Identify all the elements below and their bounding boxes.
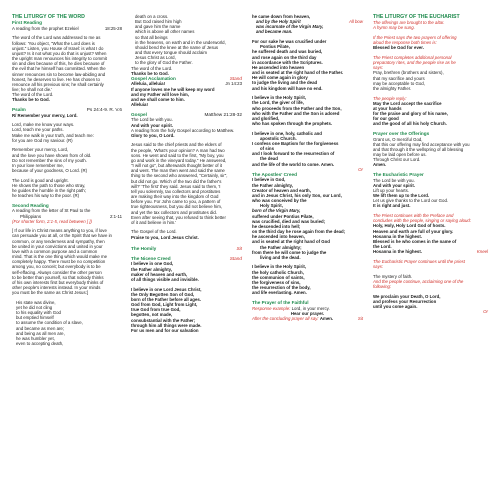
creed-line: to judge the living and the dead — [252, 80, 318, 86]
creed-line: Creator of heaven and earth, — [252, 187, 311, 193]
rubric-acclaiming — [373, 279, 488, 289]
psalm-stanza — [12, 122, 122, 143]
thanks-be: Thanks be to God. — [12, 97, 50, 103]
creed-line: of sins — [260, 146, 274, 152]
creed-line: through him all things were made. — [131, 322, 202, 328]
psalm-stanza — [12, 147, 122, 173]
creed-line: was crucified, died and was buried; — [252, 218, 326, 224]
gospel-line: Jesus said to the chief priests and the elders of — [131, 142, 222, 148]
rubric-preface — [373, 213, 488, 223]
hymn-line: in the heavens, on earth and in the underworld, — [135, 39, 226, 45]
sanctus-line: Holy, Holy, Holy Lord God of hosts. — [373, 223, 446, 229]
creed-line: the Father almighty; — [260, 244, 302, 250]
alleluia-line: Alleluia, alleluia! Jn 14:23 — [131, 81, 242, 87]
hymn-line: and gave him the name — [135, 24, 181, 30]
reading-line: among you, no conceit; but everybody is to be — [12, 264, 101, 270]
creed-line: I believe in the Holy Spirit, — [252, 264, 307, 270]
creed-line: the dead — [260, 156, 278, 162]
first-reading-source: A reading from the prophet Ezekiel 18:25-28 — [12, 25, 122, 31]
second-reading-source-2: Philippians 2:1-11 — [20, 213, 122, 219]
creed-line: I believe in the Holy Spirit, — [252, 95, 307, 101]
praise: Praise to you, Lord Jesus Christ. — [131, 234, 199, 240]
creed-line: true God from true God, — [131, 307, 181, 313]
hymn-line: to his equality with God — [16, 310, 61, 316]
creed-line: He ascended into heaven — [252, 64, 305, 70]
acclamation-line: Alleluia! — [131, 102, 148, 108]
psalm-stanza — [12, 178, 122, 199]
eucharistic-prayer-heading: The Eucharistic Prayer — [373, 172, 424, 178]
reading-line: the upright man renounces his integrity to commit — [12, 56, 107, 62]
hymn-line: he was humbler yet, — [16, 335, 55, 341]
lift-up: Lift up your hearts. — [373, 187, 409, 193]
creed-part-4 — [252, 95, 363, 126]
psalm-line: because of your goodness, O Lord. (R) — [12, 167, 88, 173]
creed-line: the forgiveness of sins, — [252, 279, 301, 285]
apostles-creed-heading: The Apostles' Creed — [252, 171, 297, 177]
rubric-line: A hymn may be sung. — [373, 25, 415, 31]
sanctus — [373, 223, 488, 249]
rubric-line: The Eucharistic Prayer continues until the priest — [373, 258, 465, 264]
psalm-line: Lord, teach me your paths. — [12, 127, 64, 133]
creed-part-5 — [252, 131, 363, 167]
and-with: And with your spirit. — [131, 122, 173, 128]
creed-line: the Father almighty, — [131, 266, 172, 272]
or-rubric: Or — [358, 166, 363, 172]
reading-line: sin and dies because of this, he dies because of — [12, 61, 105, 67]
prayer-line: Through Christ our Lord. — [373, 157, 421, 163]
second-reading-source: A reading from the letter of St Paul to the — [12, 208, 91, 214]
homily-heading: The Homily Sit — [131, 245, 242, 251]
prayer-line: at your hands — [373, 105, 402, 111]
prayer-line: May the Lord accept the sacrifice — [373, 100, 442, 106]
psalm-line: He shows the path to those who stray, — [12, 182, 86, 188]
stand-rubric: Stand — [229, 75, 242, 81]
let-us-give-thanks: Let us give thanks to the Lord our God. — [373, 198, 449, 204]
reading-line: [ If our life in Christ means anything to you, if love — [12, 228, 107, 234]
psalm-line: Lord, make me know your ways. — [12, 122, 75, 128]
apostles-creed-text — [252, 177, 363, 260]
gospel-text — [131, 142, 242, 225]
reading-line: other people's interests instead. In your minds — [12, 285, 101, 291]
creed-line: who proceeds from the Father and the Son, — [252, 105, 342, 111]
creed-line: and I look forward to the resurrection of — [252, 151, 335, 157]
creed-line: consubstantial with the Father; — [131, 317, 196, 323]
rubric-line: The offerings are brought to the altar. — [373, 20, 445, 26]
reading-line: follows: 'You object, "What the Lord does is — [12, 40, 95, 46]
gospel-line: go and work in the vineyard today." He answered, — [131, 157, 227, 163]
creed-line: from there he will come to judge the — [252, 249, 327, 255]
nicene-creed-heading: The Nicene Creed Stand — [131, 255, 242, 261]
lord-be-with: The Lord be with you. — [131, 117, 173, 123]
gospel-line: "I will not go", but afterwards thought better of it — [131, 163, 222, 169]
creed-part-3 — [252, 39, 363, 91]
gospel-line: sons. He went and said to the first, "My boy, you — [131, 152, 224, 158]
prayer-faithful-heading: The Prayer of the Faithful — [252, 299, 309, 305]
creed-line: on the third day he rose again from the dead; — [252, 229, 346, 235]
rubric-line: preparatory rites, and the people rise as he — [373, 60, 456, 66]
hymn-line: Jesus Christ as Lord, — [135, 55, 176, 61]
prayer-line: that my sacrifice and yours — [373, 75, 425, 81]
we-lift: We lift them up to the Lord. — [373, 193, 430, 199]
mystery-of-faith: The mystery of faith. — [373, 273, 413, 279]
word-of-lord: The word of the Lord. — [12, 92, 54, 98]
gospel-line: true righteousness, but you did not believe him, — [131, 204, 223, 210]
gospel-line: tell you solemnly, tax collectors and prostitutes — [131, 188, 221, 194]
psalm-line: for you are God my saviour. (R) — [12, 137, 73, 143]
hymn-line: so that all beings — [135, 34, 168, 40]
rubric-line: following: — [373, 283, 392, 289]
creed-part-1 — [131, 261, 242, 282]
gospel-line: but did not go. Which of the two did the father's — [131, 178, 222, 184]
hymn-line: to assume the condition of a slave, — [16, 320, 83, 326]
hymn-line: to the glory of God the Father. — [135, 60, 193, 66]
gospel-line: and went. The man then went and said the same — [131, 168, 225, 174]
prayer-line: Grant us, O merciful God, — [373, 136, 423, 142]
rubric-line: says: — [373, 263, 384, 269]
reading-line: live; he shall not die.' — [12, 87, 53, 93]
sanctus-line: Hosanna in the highest. — [373, 233, 422, 239]
column-4 — [373, 14, 488, 314]
reading-line: unjust." Listen, you House of Israel: is what I do — [12, 45, 104, 51]
gospel-intro: A reading from the holy Gospel according to Matthew. — [131, 127, 235, 133]
prayer-line: the almighty Father. — [373, 85, 412, 91]
gospel-line: of it and believe in him.' — [131, 219, 177, 225]
word-of-lord-2: The word of the Lord. — [131, 65, 173, 71]
creed-line-4: and became man. — [256, 29, 293, 35]
pof-response-2: Hear our prayer. — [290, 310, 325, 316]
reading-line: love with a common purpose and a common — [12, 248, 98, 254]
creed-line: I believe in God, — [252, 177, 286, 183]
gospel-end: The Gospel of the Lord. — [131, 229, 177, 235]
hymn-line: His state was divine, — [16, 299, 56, 305]
pray-brethren — [373, 70, 488, 91]
creed-line: I believe in one God, — [131, 261, 174, 267]
creed-line: living and the dead. — [260, 254, 301, 260]
creed-line: apostolic Church. — [260, 135, 297, 141]
psalm-line: Remember your mercy, Lord, — [12, 147, 69, 153]
prayer-line: for our good — [373, 116, 399, 122]
reading-line: renounce all his previous sins; he shall certainly — [12, 81, 104, 87]
creed-line: he suffered death and was buried, — [252, 49, 323, 55]
rubric-continues — [373, 259, 488, 269]
psalm-line: and the love you have shown from of old. — [12, 152, 92, 158]
creed-line: he ascended into heaven, — [252, 234, 305, 240]
reading-line: of his own interests first but everybody thinks of — [12, 279, 104, 285]
creed-line: the holy catholic Church, — [252, 269, 304, 275]
prayer-line: and that through it the wellspring of all blessing — [373, 146, 464, 152]
all-bow-rubric: All bow — [348, 19, 363, 25]
acclamation-line: We proclaim your Death, O Lord, — [373, 293, 441, 299]
psalm-line: he guides the humble in the right path; — [12, 187, 86, 193]
we-proclaim — [373, 294, 488, 309]
psalm-line: The Lord is good and upright. — [12, 177, 69, 183]
creed-line: and his kingdom will have no end. — [252, 85, 323, 91]
creed-line: and is seated at the right hand of God — [252, 239, 330, 245]
rubric-line: says: — [373, 65, 384, 71]
rubric-line: aloud the response both times is: — [373, 40, 437, 46]
gospel-heading: Gospel Matthew 21:28-32 — [131, 111, 242, 117]
amen: Amen. — [373, 162, 387, 168]
creed-line: and is seated at the right hand of the Father. — [252, 70, 344, 76]
or-rubric-2: Or — [483, 309, 488, 315]
acclamation-line: and we shall come to him. — [131, 96, 185, 102]
hymn-line: and that every tongue should acclaim — [135, 50, 207, 56]
creed-line: For us men and for our salvation — [131, 327, 199, 333]
creed-line: begotten, not made, — [131, 312, 173, 318]
prayer-line: and the good of all his holy Church. — [373, 121, 447, 127]
creed-line: the Lord, the giver of life, — [252, 100, 304, 106]
creed-line: he descended into hell; — [252, 223, 301, 229]
creed-line: I believe in one, holy, catholic and — [252, 130, 322, 136]
creed-line: who has spoken through the prophets. — [252, 120, 333, 126]
rubric-line: And the people continue, acclaiming one of the — [373, 278, 464, 284]
creed-line: Holy Spirit, — [260, 203, 283, 209]
creed-line: the resurrection of the body, — [252, 285, 311, 291]
christ-hymn — [12, 300, 122, 346]
sanctus-line: Heaven and earth are full of your glory. — [373, 228, 454, 234]
creed-line: and glorified, — [252, 115, 280, 121]
lord-be-with-you: The Lord be with you. — [373, 177, 415, 183]
prayer-line: that this our offering may find acceptance with you — [373, 141, 470, 147]
reading-line: be united in your convictions and united in your — [12, 243, 103, 249]
creed-line: I confess one Baptism for the forgiveness — [252, 140, 339, 146]
creed-line: God from God, Light from Light, — [131, 302, 198, 308]
hymn-line: But God raised him high — [135, 19, 182, 25]
hymn-line: and became as men are; — [16, 325, 65, 331]
column-1 — [12, 14, 122, 346]
acclamation-line: and my Father will love him, — [131, 91, 189, 97]
reading-line: to be better than yourself, so that nobody thinks — [12, 274, 104, 280]
gospel-line: Even after seeing that, you refused to think better — [131, 214, 226, 220]
prayer-line: may be acceptable to God, — [373, 80, 425, 86]
psalm-line: In your love remember me, — [12, 162, 64, 168]
creed-part-2 — [131, 287, 242, 333]
creed-line: in accordance with the Scriptures. — [252, 59, 323, 65]
thanks-be-2: Thanks be to God. — [131, 70, 169, 76]
prayer-line: Pray, brethren (brothers and sisters), — [373, 70, 444, 76]
creed-line: and in Jesus Christ, his only Son, our Lord, — [252, 192, 342, 198]
christ-hymn-continued — [131, 14, 242, 66]
creed-line: born of the Father before all ages. — [131, 296, 201, 302]
creed-line: and life everlasting. Amen. — [252, 290, 307, 296]
prayer-offerings-heading: Prayer over the Offerings — [373, 131, 430, 137]
acclamation-line: until you come again. — [373, 303, 418, 309]
rubric-people-reply: The people reply: — [373, 95, 407, 101]
hymn-line: but emptied himself — [16, 315, 54, 321]
column-3 — [252, 14, 363, 321]
hymn-line: even to accepting death, — [16, 341, 64, 347]
reading-line: The word of the Lord was addressed to me as — [12, 35, 101, 41]
right-and-just: It is right and just. — [373, 203, 411, 209]
rubric-line: If the Priest says the two prayers of offering — [373, 35, 457, 41]
first-reading-text — [12, 35, 122, 92]
may-the-lord — [373, 101, 488, 127]
gospel-line: before you. For John came to you, a pattern of — [131, 199, 221, 205]
creed-line: who with the Father and the Son is adored — [252, 110, 340, 116]
rubric-offerings — [373, 20, 488, 30]
rubric-preparatory — [373, 55, 488, 70]
creed-line: the communion of saints, — [252, 274, 305, 280]
hymn-line: which is above all other names — [135, 29, 195, 35]
creed-line: the Father almighty, — [252, 182, 293, 188]
sanctus-line: the Lord. — [373, 244, 392, 250]
creed-line-3: was incarnate of the Virgin Mary, — [256, 24, 324, 30]
pof-after: After the concluding prayer all say: Amen. Sit — [252, 315, 363, 321]
creed-line: For our sake he was crucified under — [252, 39, 327, 45]
creed-line: maker of heaven and earth, — [131, 271, 188, 277]
creed-line: of all things visible and invisible. — [131, 276, 199, 282]
creed-line: and rose again on the third day — [252, 54, 317, 60]
psalm-line: Make me walk in your truth, and teach me: — [12, 132, 94, 138]
pof-response: Response example: Lord, in your mercy. — [252, 305, 330, 311]
second-reading-heading: Second Reading — [12, 202, 49, 208]
reading-line: mind. That is the one thing which would make me — [12, 254, 108, 260]
gospel-line: will?' 'The first' they said. Jesus said to them, 'I — [131, 183, 221, 189]
psalm-line: Do not remember the sins of my youth. — [12, 157, 87, 163]
hosanna-line: Hosanna in the highest. Kneel — [373, 249, 488, 255]
psalm-line: he teaches his way to the poor. (R) — [12, 193, 80, 199]
prayer-offerings-text — [373, 137, 488, 163]
creed-line: and the life of the world to come. Amen. — [252, 161, 335, 167]
prayer-line: for the praise and glory of his name, — [373, 111, 448, 117]
column-2 — [131, 14, 242, 333]
reading-line: honest, he deserves to live. He has chosen to — [12, 76, 100, 82]
creed-line-2: and by the Holy Spirit All bow — [256, 19, 363, 25]
gospel-line: the people, 'What's your opinion? A man had two — [131, 147, 225, 153]
gospel-line: thing to the second who answered, "Certainly, sir", — [131, 173, 228, 179]
gospel-acclamation-heading: Gospel Acclamation Stand — [131, 75, 242, 81]
creed-line: I believe in one Lord Jesus Christ, — [131, 286, 202, 292]
second-reading-text — [12, 228, 122, 295]
glory: Glory to you, O Lord. — [131, 132, 175, 138]
reading-line: self-effacing. Always consider the other person — [12, 269, 102, 275]
kneel-rubric: Kneel — [476, 249, 488, 255]
blessed-be-god: Blessed be God for ever. — [373, 45, 424, 51]
psalm-heading: Psalm Ps 24:4-9. R. V.6 — [12, 106, 122, 112]
shorter-form-note: (For shorter form, 2:1-5, read between [ ]) — [12, 218, 92, 224]
sanctus-line: Blessed is he who comes in the name of — [373, 238, 457, 244]
reading-line: completely happy. There must be no competition — [12, 259, 106, 265]
prayer-line: may be laid open before us. — [373, 152, 427, 158]
hymn-line: yet he did not cling — [16, 305, 53, 311]
liturgy-eucharist-title: THE LITURGY OF THE EUCHARIST — [373, 14, 460, 20]
reading-line: can persuade you at all, or the Spirit that we have in — [12, 233, 112, 239]
liturgy-word-title: THE LITURGY OF THE WORD — [12, 14, 85, 20]
rubric-line: The Priest continues with the Preface and — [373, 213, 454, 219]
acclamation-line: and profess your Resurrection — [373, 298, 437, 304]
gospel-line: and yet the tax collectors and prostitutes did. — [131, 209, 217, 215]
reading-line: you must be the same as Christ Jesus:] — [12, 290, 89, 296]
first-reading-heading: First Reading — [12, 20, 42, 26]
creed-line: suffered under Pontius Pilate, — [252, 213, 314, 219]
rubric-line: The Priest completes additional personal — [373, 54, 452, 60]
gospel-line: are making their way into the kingdom of God — [131, 194, 219, 200]
creed-line: Pontius Pilate, — [260, 44, 290, 50]
creed-line-1: he came down from heaven, — [252, 14, 311, 19]
hymn-line: and being as all men are, — [16, 330, 65, 336]
psalm-stanzas — [12, 122, 122, 198]
rubric-line: concludes with the people, singing or saying aloud: — [373, 218, 472, 224]
apostles-creed-text-2 — [252, 264, 363, 295]
reading-line: common, or any tenderness and sympathy, then — [12, 238, 105, 244]
reading-line: sinner renounces sin to become law-abiding and — [12, 71, 106, 77]
hymn-line: death on a cross. — [135, 14, 169, 19]
acclamation-line: If anyone loves me he will keep my word — [131, 86, 215, 92]
rubric-two-prayers — [373, 35, 488, 45]
acclamation-text — [131, 87, 242, 108]
reading-line: unjust? Is it not what you do that is unjust? When — [12, 50, 107, 56]
reading-line: the evil that he himself has committed. When the — [12, 66, 106, 72]
hymn-line: should bend the knee at the name of Jesus — [135, 44, 219, 50]
and-with-your-spirit: And with your spirit. — [373, 182, 415, 188]
psalm-response: R/ Remember your mercy, Lord. — [12, 112, 78, 118]
creed-line: He will come again in glory — [252, 75, 308, 81]
creed-line: the Only Begotten Son of God, — [131, 291, 195, 297]
creed-line: who was conceived by the — [252, 198, 307, 204]
creed-line: born of the Virgin Mary, — [252, 208, 301, 214]
